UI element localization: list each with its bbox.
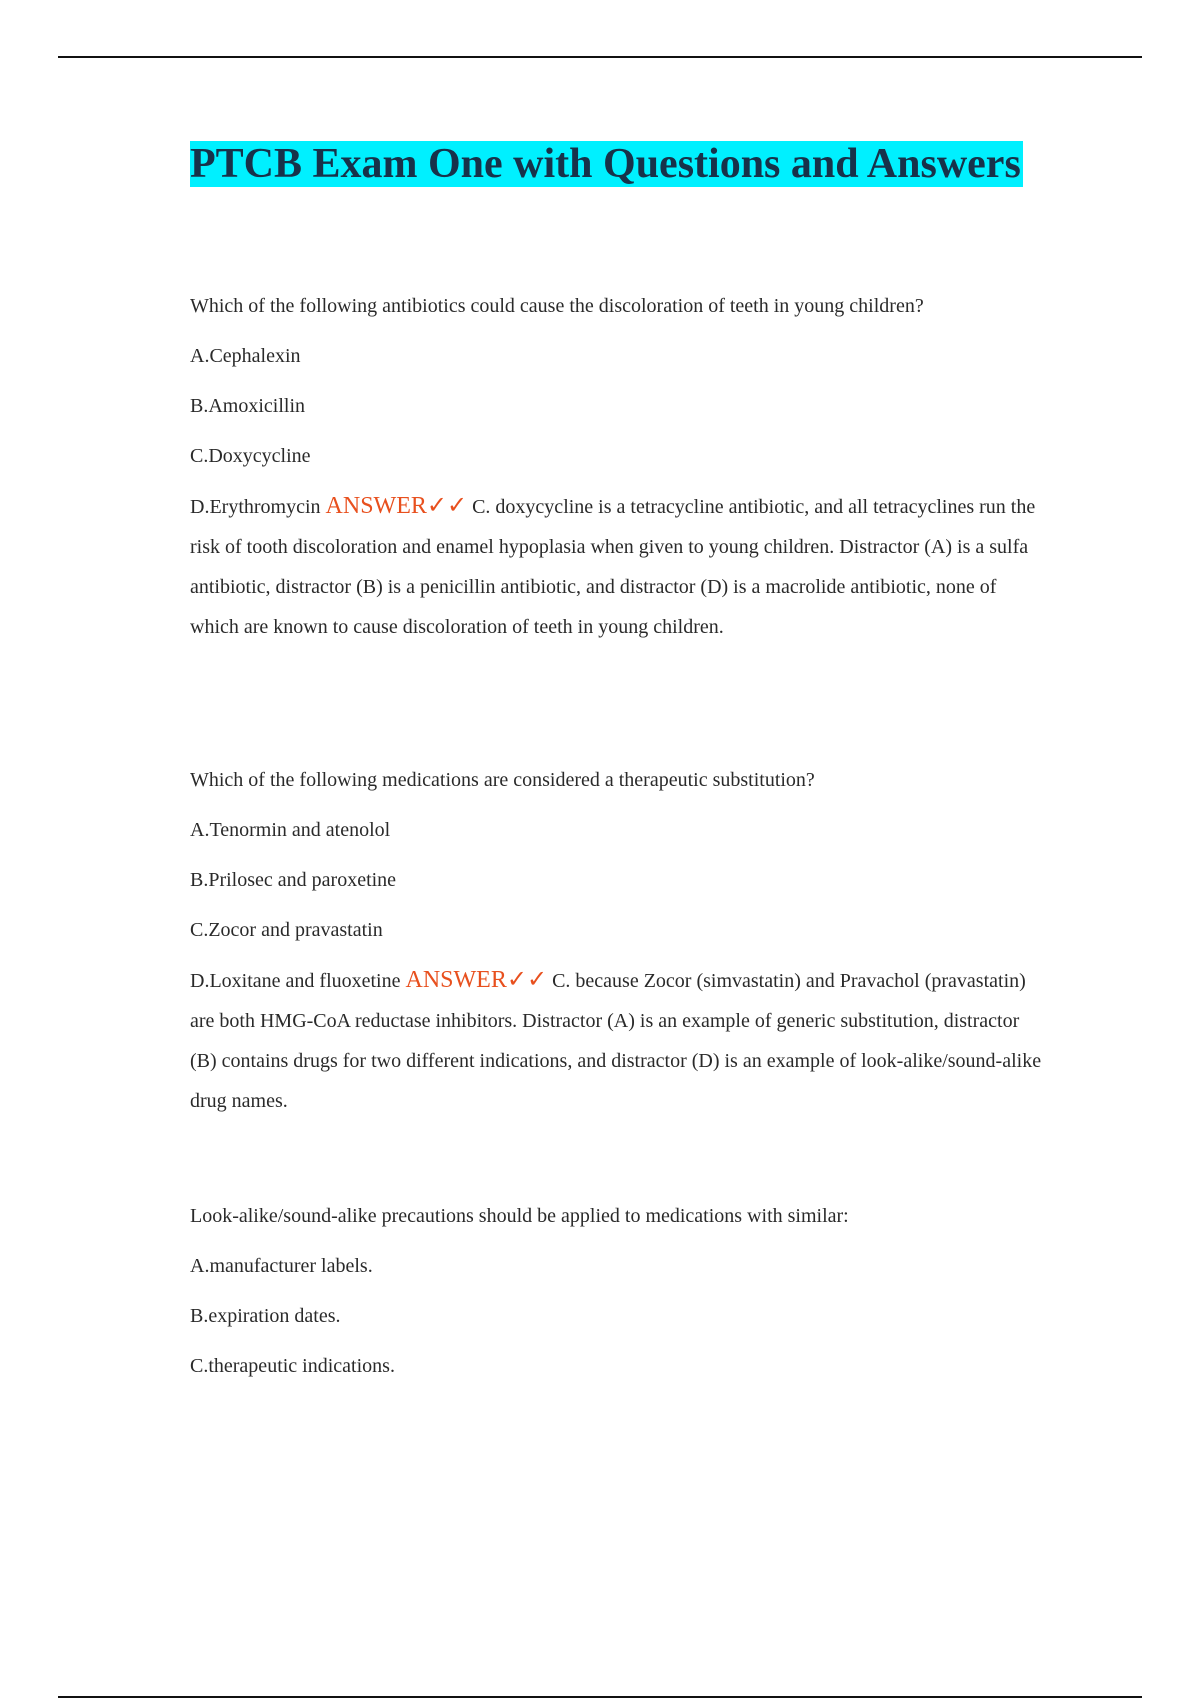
question-text: Look-alike/sound-alike precautions should be applied to medications with similar: bbox=[190, 1205, 849, 1227]
top-rule bbox=[58, 56, 1142, 58]
answer-option-c: C.therapeutic indications. bbox=[190, 1355, 395, 1377]
question-text: Which of the following medications are considered a therapeutic substitution? bbox=[190, 769, 815, 791]
answer-text: C. doxycycline is a tetracycline antibiotic, and all tetracyclines run the risk of tooth discoloration and enamel hypoplasia when given to young children. Distractor (A) is a sulfa antibiotic, distractor (B) is a penicillin antibiotic, and distractor (D) is a macrolide antibiotic, none of which are known to cause discoloration of teeth in young children. bbox=[190, 496, 1036, 638]
bottom-rule bbox=[58, 1696, 1142, 1698]
answer-explanation bbox=[190, 486, 1050, 647]
title-highlight: PTCB Exam One with Questions and Answers bbox=[190, 141, 1021, 187]
answer-option-a: A.Tenormin and atenolol bbox=[190, 819, 391, 841]
answer-option-b: B.Amoxicillin bbox=[190, 395, 305, 417]
answer-option-b: B.Prilosec and paroxetine bbox=[190, 869, 397, 891]
answer-option-d: D.Erythromycin bbox=[190, 496, 321, 518]
question-block-3 bbox=[190, 1204, 1050, 1378]
answer-marker: ANSWER✓✓ bbox=[405, 967, 548, 993]
answer-option-b: B.expiration dates. bbox=[190, 1305, 341, 1327]
question-block-1 bbox=[190, 294, 1050, 647]
answer-explanation bbox=[190, 960, 1050, 1121]
answer-option-d: D.Loxitane and fluoxetine bbox=[190, 970, 401, 992]
page-title bbox=[190, 138, 1050, 190]
answer-option-c: C.Doxycycline bbox=[190, 445, 311, 467]
answer-option-a: A.manufacturer labels. bbox=[190, 1255, 373, 1277]
answer-text: C. because Zocor (simvastatin) and Pravachol (pravastatin) are both HMG-CoA reductase inhibitors. Distractor (A) is an example of generic substitution, distractor (B) contains drugs for two different indications, and distractor (D) is an example of look-alike/sound-alike drug names. bbox=[190, 970, 1042, 1112]
answer-option-c: C.Zocor and pravastatin bbox=[190, 919, 383, 941]
answer-marker: ANSWER✓✓ bbox=[325, 493, 468, 519]
question-block-2 bbox=[190, 768, 1050, 1121]
question-text: Which of the following antibiotics could cause the discoloration of teeth in young children? bbox=[190, 295, 924, 317]
answer-option-a: A.Cephalexin bbox=[190, 345, 301, 367]
document-page bbox=[190, 138, 1050, 190]
